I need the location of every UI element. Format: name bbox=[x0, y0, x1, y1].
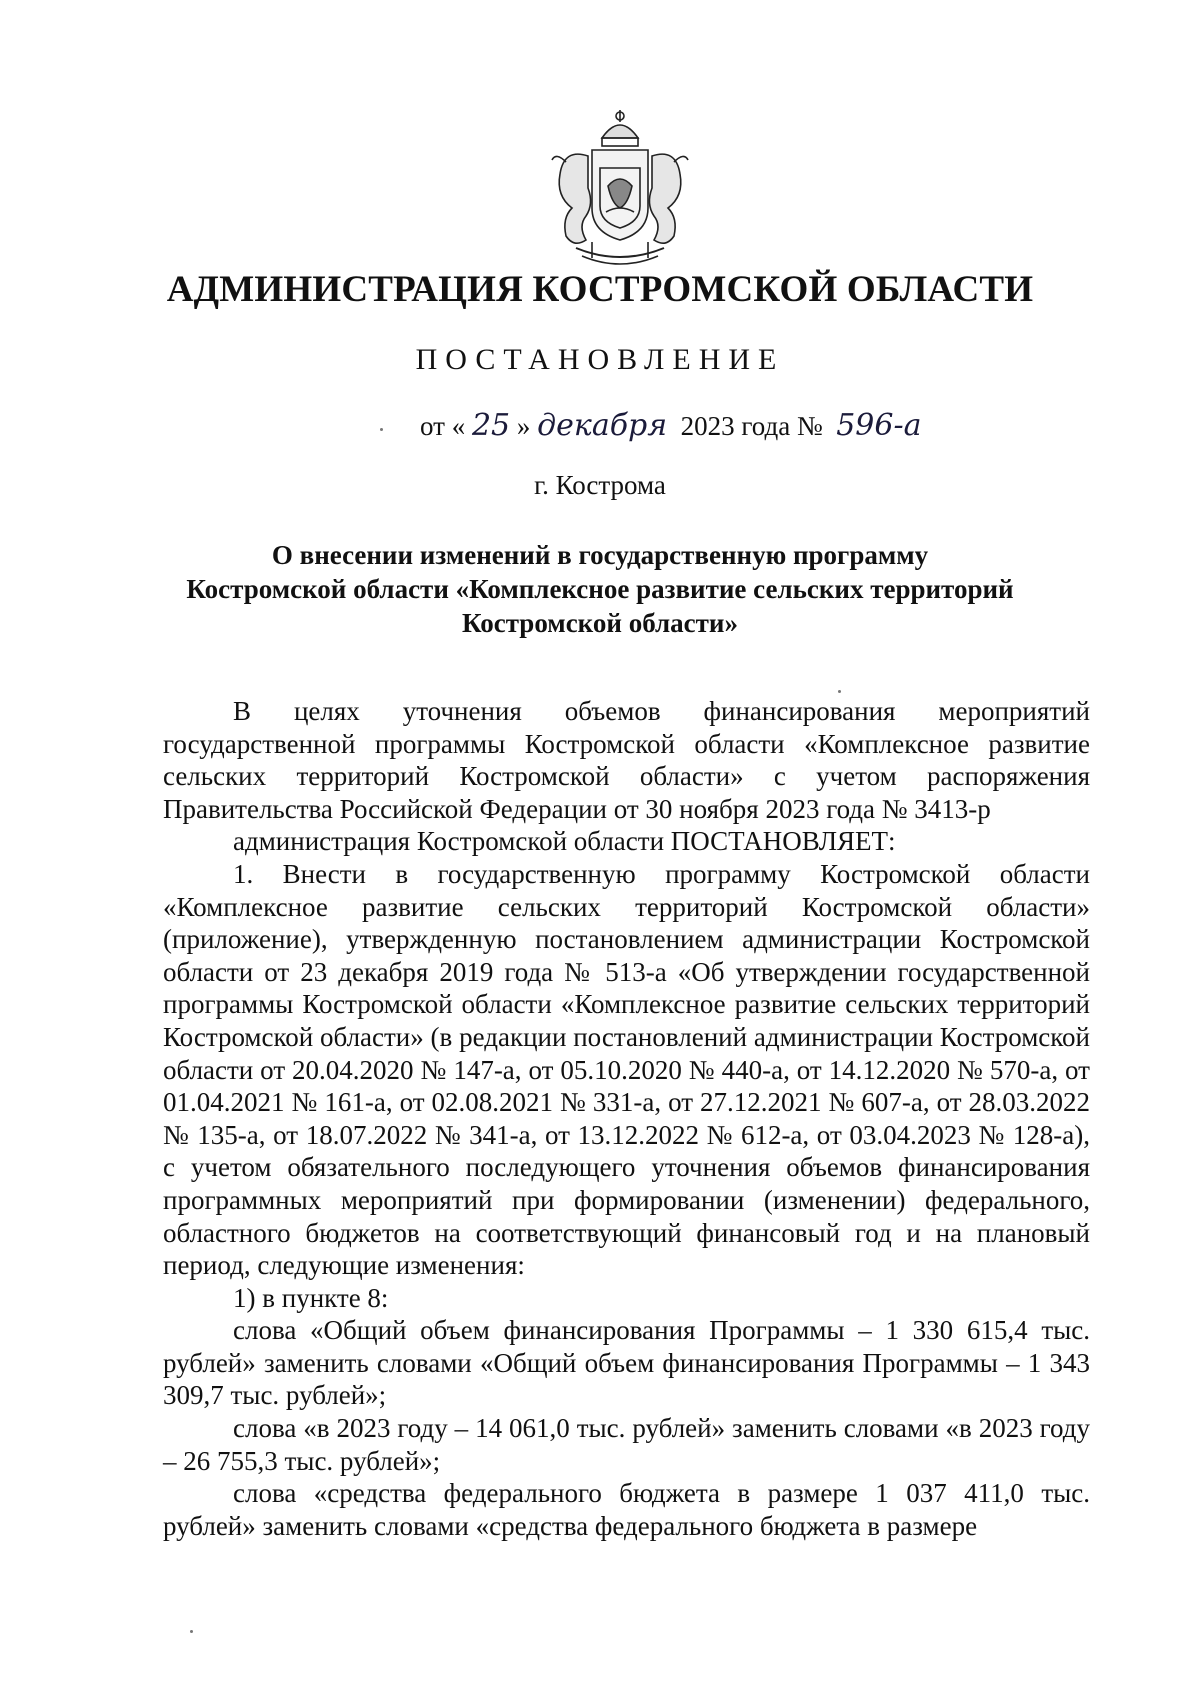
organization-title: АДМИНИСТРАЦИЯ КОСТРОМСКОЙ ОБЛАСТИ bbox=[166, 269, 1034, 310]
scan-artifact bbox=[838, 690, 841, 693]
coat-of-arms-emblem bbox=[542, 108, 698, 274]
body-paragraph-item-1: 1. Внести в государственную программу Костромской области «Комплексное развитие сельских территорий Костромской области» (приложение), утвержденную постановлением администрации Костромской области от 23 декабря 2019 года № 513-а «Об утверждении государственной программы Костромской области «Комплексное развитие сельских территорий Костромской области» (в редакции постановлений администрации Костромской области от 20.04.2020 № 147-а, от 05.10.2020 № 440-а, от 14.12.2020 № 570-а, от 01.04.2021 № 161-а, от 02.08.2021 № 331-а, от 27.12.2021 № 607-а, от 28.03.2022 № 135-а, от 18.07.2022 № 341-а, от 13.12.2022 № 612-а, от 03.04.2023 № 128-а), с учетом обязательного последующего уточнения объемов финансирования программных мероприятий при формировании (изменении) федерального, областного бюджетов на соответствующий финансовый год и на плановый период, следующие изменения: bbox=[163, 858, 1090, 1281]
date-line bbox=[420, 408, 922, 443]
document-body bbox=[163, 695, 1090, 1542]
subject-heading bbox=[150, 538, 1050, 640]
body-paragraph-subitem-1: 1) в пункте 8: bbox=[233, 1282, 389, 1313]
subject-line-3: Костромской области» bbox=[462, 608, 738, 638]
body-paragraph-purpose: В целях уточнения объемов финансирования мероприятий государственной программы Костромской области «Комплексное развитие сельских территорий Костромской области» с учетом распоряжения Правительства Российской Федерации от 30 ноября 2023 года № 3413-р bbox=[163, 696, 1090, 824]
body-paragraph-2023-financing: слова «в 2023 году – 14 061,0 тыс. рублей» заменить словами «в 2023 году – 26 755,3 тыс. рублей»; bbox=[163, 1413, 1090, 1476]
document-number-handwritten: 596-а bbox=[836, 408, 922, 443]
date-prefix: от « bbox=[420, 411, 466, 441]
body-paragraph-total-financing: слова «Общий объем финансирования Программы – 1 330 615,4 тыс. рублей» заменить словами «Общий объем финансирования Программы – 1 343 309,7 тыс. рублей»; bbox=[163, 1315, 1090, 1411]
date-mid: » bbox=[516, 411, 531, 441]
body-paragraph-resolves: администрация Костромской области ПОСТАНОВЛЯЕТ: bbox=[233, 826, 896, 857]
subject-line-1: О внесении изменений в государственную программу bbox=[271, 540, 929, 570]
body-paragraph-federal-budget: слова «средства федерального бюджета в размере 1 037 411,0 тыс. рублей» заменить словами «средства федерального бюджета в размере bbox=[163, 1478, 1090, 1541]
scan-artifact bbox=[190, 1630, 193, 1633]
date-day-handwritten: 25 bbox=[471, 408, 511, 443]
date-month-handwritten: декабря bbox=[537, 408, 668, 443]
date-year: 2023 года № bbox=[680, 411, 823, 441]
document-type: ПОСТАНОВЛЕНИЕ bbox=[415, 343, 785, 376]
subject-line-2: Костромской области «Комплексное развитие сельских территорий bbox=[186, 574, 1014, 604]
scan-artifact bbox=[380, 428, 383, 431]
city-line: г. Кострома bbox=[534, 470, 666, 500]
